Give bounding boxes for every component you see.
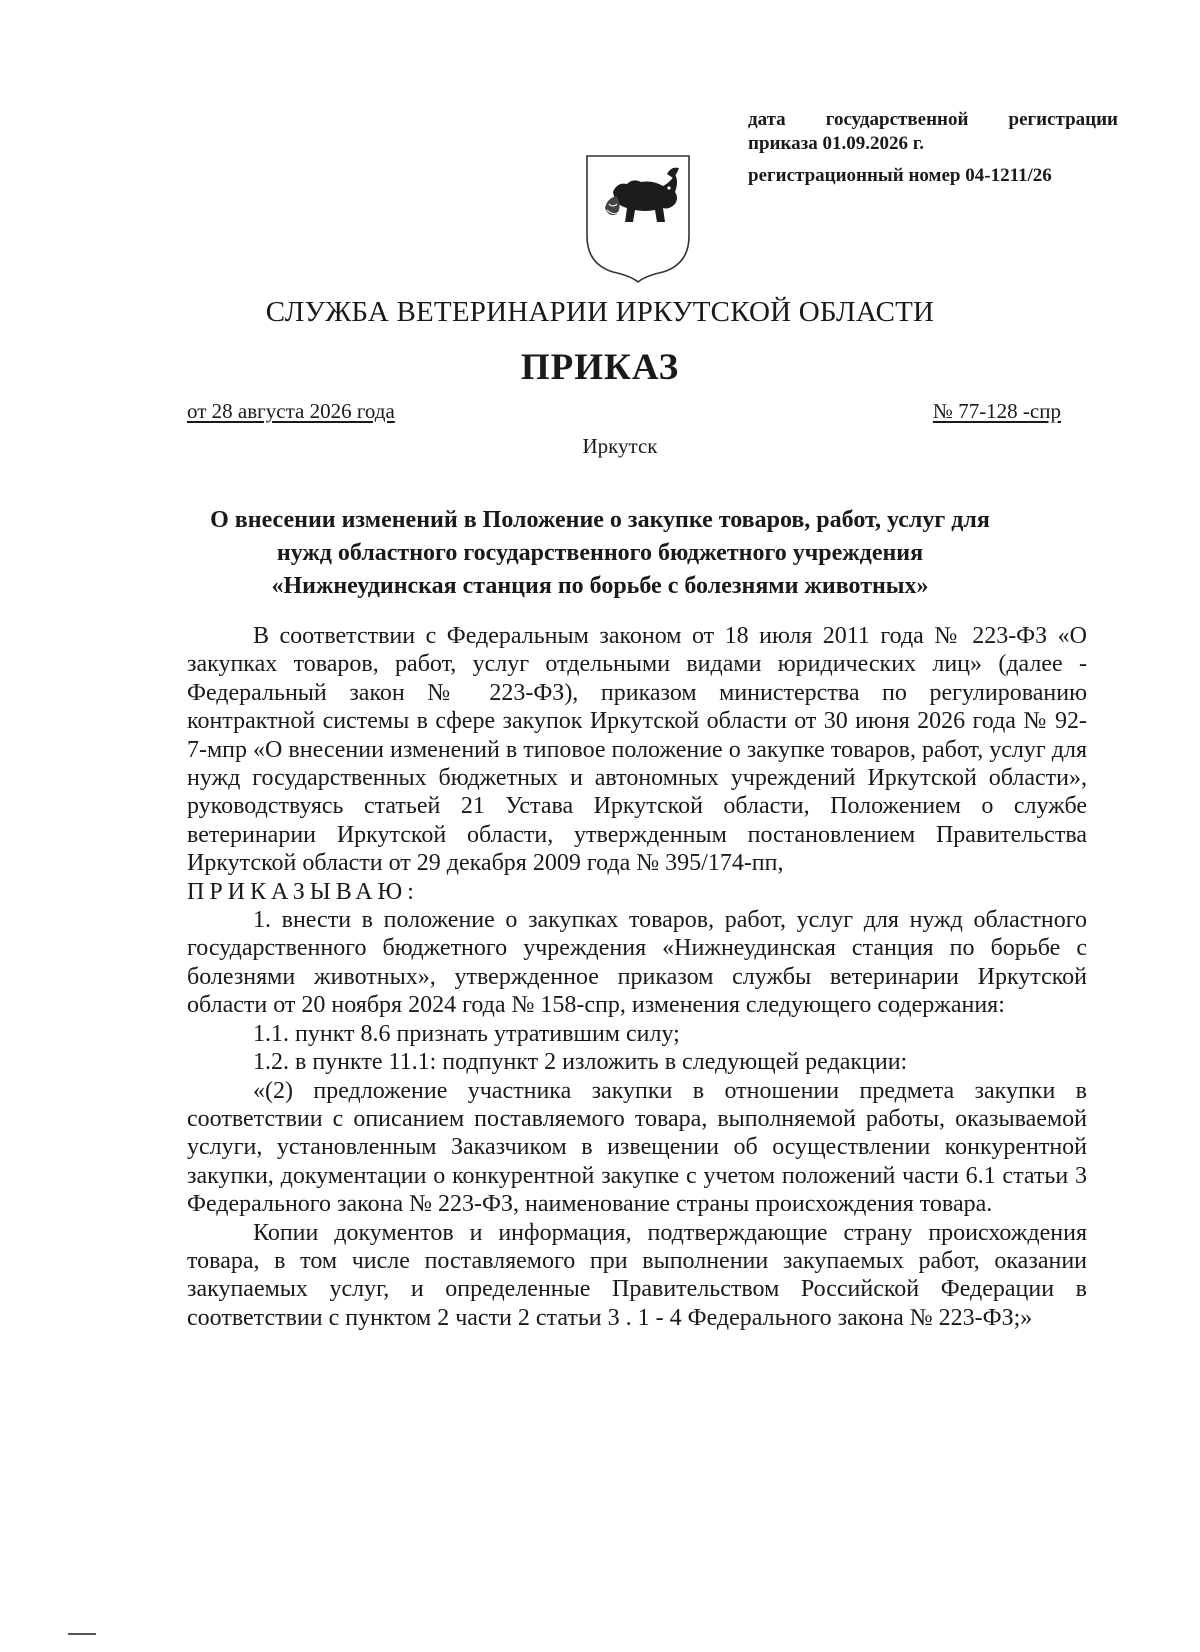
registration-number: регистрационный номер 04-1211/26: [748, 165, 1052, 186]
order-body: [187, 622, 1087, 1332]
preamble-paragraph: В соответствии с Федеральным законом от 18 июля 2011 года № 223-ФЗ «О закупках товаров, работ, услуг отдельными видами юридических лиц» (далее - Федеральный закон № 223-ФЗ), приказом министерства по регулированию контрактной системы в сфере закупок Иркутской области от 30 июня 2026 года № 92-7-мпр «О внесении изменений в типовое положение о закупке товаров, работ, услуг для нужд государственных бюджетных и автономных учреждений Иркутской области», руководствуясь статьей 21 Устава Иркутской области, Положением о службе ветеринарии Иркутской области, утвержденным постановлением Правительства Иркутской области от 29 декабря 2009 года № 395/174-пп,: [187, 623, 1087, 877]
item-1: 1. внести в положение о закупках товаров, работ, услуг для нужд областного государственного бюджетного учреждения «Нижнеудинская станция по борьбе с болезнями животных», утвержденное приказом службы ветеринарии Иркутской области от 20 ноября 2024 года № 158-спр, изменения следующего содержания:: [187, 907, 1087, 1019]
subject-line: О внесении изменений в Положение о закупке товаров, работ, услуг для: [210, 507, 990, 533]
subject-line: «Нижнеудинская станция по борьбе с болезнями животных»: [271, 573, 929, 599]
subject-line: нужд областного государственного бюджетного учреждения: [276, 540, 924, 566]
order-number: № 77-128 -спр: [932, 399, 1061, 423]
order-subject: [150, 504, 1050, 603]
document-type: ПРИКАЗ: [520, 347, 680, 388]
order-word: ПРИКАЗЫВАЮ:: [187, 878, 419, 905]
scan-artifact: [68, 1633, 96, 1635]
quoted-continuation: Копии документов и информация, подтверждающие страну происхождения товара, в том числе поставляемого при выполнении закупаемых работ, оказании закупаемых услуг, и определенные Правительством Российской Федерации в соответствии с пунктом 2 части 2 статьи 3 . 1 - 4 Федерального закона № 223-ФЗ;»: [187, 1219, 1087, 1331]
coat-of-arms-icon: [583, 152, 693, 284]
registration-date: дата государственной регистрации приказа 01.09.2026 г.: [748, 109, 1118, 154]
order-date: от 28 августа 2026 года: [187, 399, 395, 423]
quoted-subpoint-2: «(2) предложение участника закупки в отношении предмета закупки в соответствии с описанием поставляемого товара, выполняемой работы, оказываемой услуги, установленным Заказчиком в извещении об осуществлении конкурентной закупки, документации о конкурентной закупке с учетом положений части 6.1 статьи 3 Федерального закона № 223-ФЗ, наименование страны происхождения товара.: [187, 1077, 1087, 1218]
agency-name: СЛУЖБА ВЕТЕРИНАРИИ ИРКУТСКОЙ ОБЛАСТИ: [265, 296, 935, 328]
city: Иркутск: [582, 434, 658, 458]
item-1-1: 1.1. пункт 8.6 признать утратившим силу;: [253, 1020, 680, 1047]
item-1-2: 1.2. в пункте 11.1: подпункт 2 изложить в следующей редакции:: [253, 1049, 908, 1076]
